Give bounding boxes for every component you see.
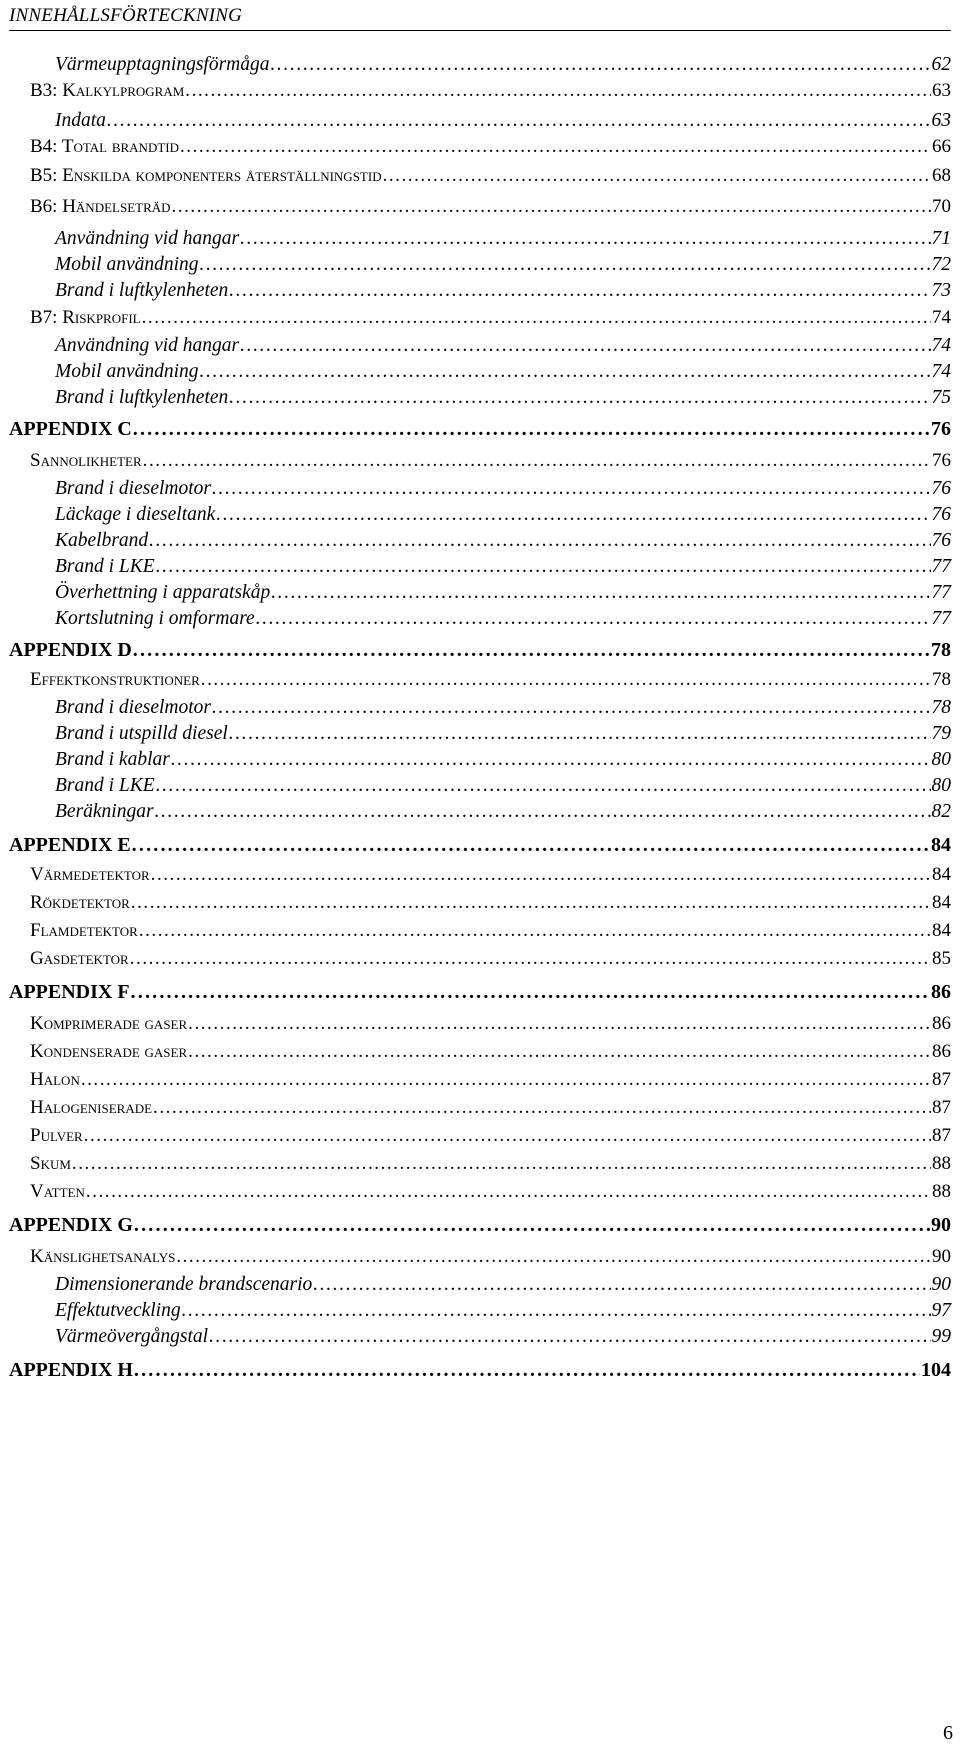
toc-entry-label: Kabelbrand [55,530,149,551]
dot-leader [271,582,930,604]
toc-subsection-entry[interactable] [55,608,951,633]
toc-entry-label: Känslighetsanalys [30,1246,176,1267]
toc-entry-page: 86 [931,981,951,1003]
dot-leader [172,196,931,218]
toc-entry-page: 74 [931,361,951,382]
toc-entry-page: 62 [931,54,951,75]
dot-leader [188,1041,931,1063]
toc-entry-label: Brand i luftkylenheten [55,280,229,301]
toc-section-entry[interactable] [30,1097,951,1121]
toc-subsection-entry[interactable] [55,723,951,748]
toc-section-entry[interactable] [30,948,951,972]
toc-entry-label: Brand i dieselmotor [55,478,211,499]
toc-section-entry[interactable] [30,920,951,944]
toc-entry-label: Användning vid hangar [55,228,240,249]
toc-entry-page: 99 [931,1326,951,1347]
dot-leader [180,136,931,158]
toc-entry-label: Beräkningar [55,801,154,822]
dot-leader [229,387,930,409]
dot-leader [143,450,931,472]
toc-subsection-entry[interactable] [55,335,951,360]
toc-entry-page: 87 [932,1125,951,1146]
toc-entry-page: 78 [931,639,951,661]
dot-leader [271,54,931,76]
toc-entry-page: 78 [931,697,951,718]
dot-leader [149,530,930,552]
toc-section-entry[interactable] [30,864,951,888]
toc-entry-page: 63 [932,80,951,101]
dot-leader [188,1013,931,1035]
toc-section-entry[interactable] [30,1041,951,1065]
toc-entry-page: 88 [932,1153,951,1174]
toc-entry-label: Brand i luftkylenheten [55,387,229,408]
toc-entry-page: 87 [932,1069,951,1090]
toc-entry-page: 84 [931,834,951,856]
dot-leader [131,892,931,914]
toc-entry-page: 63 [931,110,951,131]
dot-leader [156,556,931,578]
toc-section-entry[interactable] [30,196,951,220]
dot-leader [151,864,931,886]
dot-leader [107,110,931,132]
toc-section-entry[interactable] [30,669,951,693]
dot-leader [383,165,931,187]
toc-subsection-entry[interactable] [55,110,951,135]
dot-leader [240,228,930,250]
toc-entry-label: Brand i kablar [55,749,170,770]
dot-leader [134,1359,920,1382]
toc-subsection-entry[interactable] [55,387,951,412]
toc-section-entry[interactable] [30,165,951,189]
dot-leader [139,920,931,942]
dot-leader [176,1246,931,1268]
toc-entry-label: B6: Händelseträd [30,196,171,217]
toc-entry-label: Brand i LKE [55,556,155,577]
toc-entry-label: Rökdetektor [30,892,130,913]
toc-entry-label: Effektutveckling [55,1300,181,1321]
toc-entry-page: 76 [932,450,951,471]
toc-entry-label: APPENDIX H [9,1359,133,1381]
toc-entry-page: 88 [932,1181,951,1202]
toc-subsection-entry[interactable] [55,478,951,503]
toc-entry-page: 86 [932,1013,951,1034]
toc-entry-label: Effektkonstruktioner [30,669,200,690]
toc-entry-label: Pulver [30,1125,83,1146]
toc-entry-label: Kortslutning i omformare [55,608,255,629]
toc-entry-label: Mobil användning [55,254,199,275]
toc-subsection-entry[interactable] [55,582,951,607]
dot-leader [81,1069,931,1091]
dot-leader [201,669,931,691]
toc-entry-label: Skum [30,1153,71,1174]
toc-section-entry[interactable] [30,1181,951,1205]
toc-section-entry[interactable] [30,136,951,160]
toc-entry-page: 82 [931,801,951,822]
toc-entry-label: B3: Kalkylprogram [30,80,185,101]
toc-subsection-entry[interactable] [55,530,951,555]
header-title: INNEHÅLLSFÖRTECKNING [9,5,243,26]
toc-entry-page: 84 [932,920,951,941]
toc-appendix-entry[interactable] [9,834,951,860]
toc-subsection-entry[interactable] [55,556,951,581]
dot-leader [240,335,930,357]
toc-entry-label: APPENDIX G [9,1214,133,1236]
toc-entry-label: Halon [30,1069,80,1090]
toc-entry-label: APPENDIX D [9,639,132,661]
toc-entry-page: 87 [932,1097,951,1118]
toc-entry-label: Värmeövergångstal [55,1326,209,1347]
toc-entry-page: 66 [932,136,951,157]
dot-leader [216,504,930,526]
running-header [9,2,951,31]
dot-leader [256,608,931,630]
dot-leader [133,418,930,441]
toc-section-entry[interactable] [30,450,951,474]
toc-entry-page: 80 [931,775,951,796]
toc-entry-label: Värmedetektor [30,864,150,885]
toc-entry-label: Värmeupptagningsförmåga [55,54,270,75]
dot-leader [131,981,930,1004]
toc-entry-label: B5: Enskilda komponenters återställningstid [30,165,382,186]
dot-leader [212,478,931,500]
dot-leader [130,948,931,970]
toc-entry-page: 76 [931,418,951,440]
toc-entry-label: Dimensionerande brandscenario [55,1274,313,1295]
toc-entry-page: 104 [921,1359,951,1381]
toc-section-entry[interactable] [30,1125,951,1149]
toc-entry-page: 85 [932,948,951,969]
toc-entry-page: 77 [931,608,951,629]
toc-entry-label: Brand i dieselmotor [55,697,211,718]
toc-entry-label: Komprimerade gaser [30,1013,188,1034]
toc-subsection-entry[interactable] [55,697,951,722]
toc-entry-page: 79 [931,723,951,744]
toc-section-entry[interactable] [30,1246,951,1270]
dot-leader [229,280,930,302]
dot-leader [200,254,931,276]
toc-entry-label: Användning vid hangar [55,335,240,356]
toc-section-entry[interactable] [30,892,951,916]
toc-section-entry[interactable] [30,1069,951,1093]
toc-entry-label: Halogeniserade [30,1097,153,1118]
toc-entry-page: 74 [931,335,951,356]
dot-leader [209,1326,930,1348]
toc-subsection-entry[interactable] [55,254,951,279]
toc-entry-label: APPENDIX E [9,834,131,856]
toc-subsection-entry[interactable] [55,775,951,800]
dot-leader [84,1125,931,1147]
toc-entry-page: 76 [931,478,951,499]
toc-entry-page: 90 [932,1246,951,1267]
toc-subsection-entry[interactable] [55,801,951,826]
toc-entry-label: Indata [55,110,106,131]
toc-entry-label: Flamdetektor [30,920,138,941]
toc-subsection-entry[interactable] [55,1326,951,1351]
toc-entry-page: 71 [931,228,951,249]
toc-entry-page: 97 [931,1300,951,1321]
toc-entry-page: 86 [932,1041,951,1062]
dot-leader [156,775,931,797]
toc-section-entry[interactable] [30,307,951,331]
toc-entry-page: 84 [932,864,951,885]
dot-leader [132,834,930,857]
toc-section-entry[interactable] [30,1153,951,1177]
dot-leader [142,307,931,329]
toc-entry-page: 84 [932,892,951,913]
toc-entry-label: Läckage i dieseltank [55,504,216,525]
dot-leader [134,1214,930,1237]
toc-appendix-entry[interactable] [9,1359,951,1385]
dot-leader [86,1181,931,1203]
toc-entry-label: Vatten [30,1181,85,1202]
toc-subsection-entry[interactable] [55,228,951,253]
toc-entry-page: 77 [931,582,951,603]
toc-subsection-entry[interactable] [55,54,951,79]
toc-entry-page: 78 [932,669,951,690]
toc-entry-label: B4: Total brandtid [30,136,179,157]
dot-leader [171,749,931,771]
dot-leader [212,697,931,719]
toc-entry-page: 70 [932,196,951,217]
toc-entry-label: B7: Riskprofil [30,307,141,328]
toc-entry-page: 68 [932,165,951,186]
toc-entry-label: Kondenserade gaser [30,1041,188,1062]
toc-entry-label: Brand i utspilld diesel [55,723,228,744]
toc-subsection-entry[interactable] [55,504,951,529]
toc-appendix-entry[interactable] [9,1214,951,1240]
dot-leader [153,1097,931,1119]
toc-entry-page: 76 [931,530,951,551]
dot-leader [155,801,931,823]
toc-subsection-entry[interactable] [55,1274,951,1299]
toc-entry-label: Sannolikheter [30,450,142,471]
toc-section-entry[interactable] [30,1013,951,1037]
toc-entry-label: Mobil användning [55,361,199,382]
dot-leader [200,361,931,383]
toc-entry-page: 73 [931,280,951,301]
toc-entry-label: APPENDIX C [9,418,132,440]
toc-subsection-entry[interactable] [55,361,951,386]
toc-entry-page: 76 [931,504,951,525]
toc-subsection-entry[interactable] [55,749,951,774]
dot-leader [229,723,931,745]
toc-entry-page: 72 [931,254,951,275]
toc-section-entry[interactable] [30,80,951,104]
toc-appendix-entry[interactable] [9,639,951,665]
toc-subsection-entry[interactable] [55,280,951,305]
dot-leader [185,80,931,102]
toc-entry-page: 90 [931,1214,951,1236]
toc-appendix-entry[interactable] [9,418,951,444]
toc-entry-label: Gasdetektor [30,948,129,969]
toc-entry-page: 90 [931,1274,951,1295]
toc-entry-page: 75 [931,387,951,408]
toc-entry-page: 74 [932,307,951,328]
toc-entry-page: 77 [931,556,951,577]
dot-leader [72,1153,931,1175]
dot-leader [182,1300,931,1322]
toc-entry-label: Brand i LKE [55,775,155,796]
toc-entry-label: APPENDIX F [9,981,130,1003]
dot-leader [133,639,930,662]
toc-subsection-entry[interactable] [55,1300,951,1325]
dot-leader [313,1274,930,1296]
toc-entry-label: Överhettning i apparatskåp [55,582,271,603]
toc-entry-page: 80 [931,749,951,770]
toc-appendix-entry[interactable] [9,981,951,1007]
page-number: 6 [943,1722,953,1744]
